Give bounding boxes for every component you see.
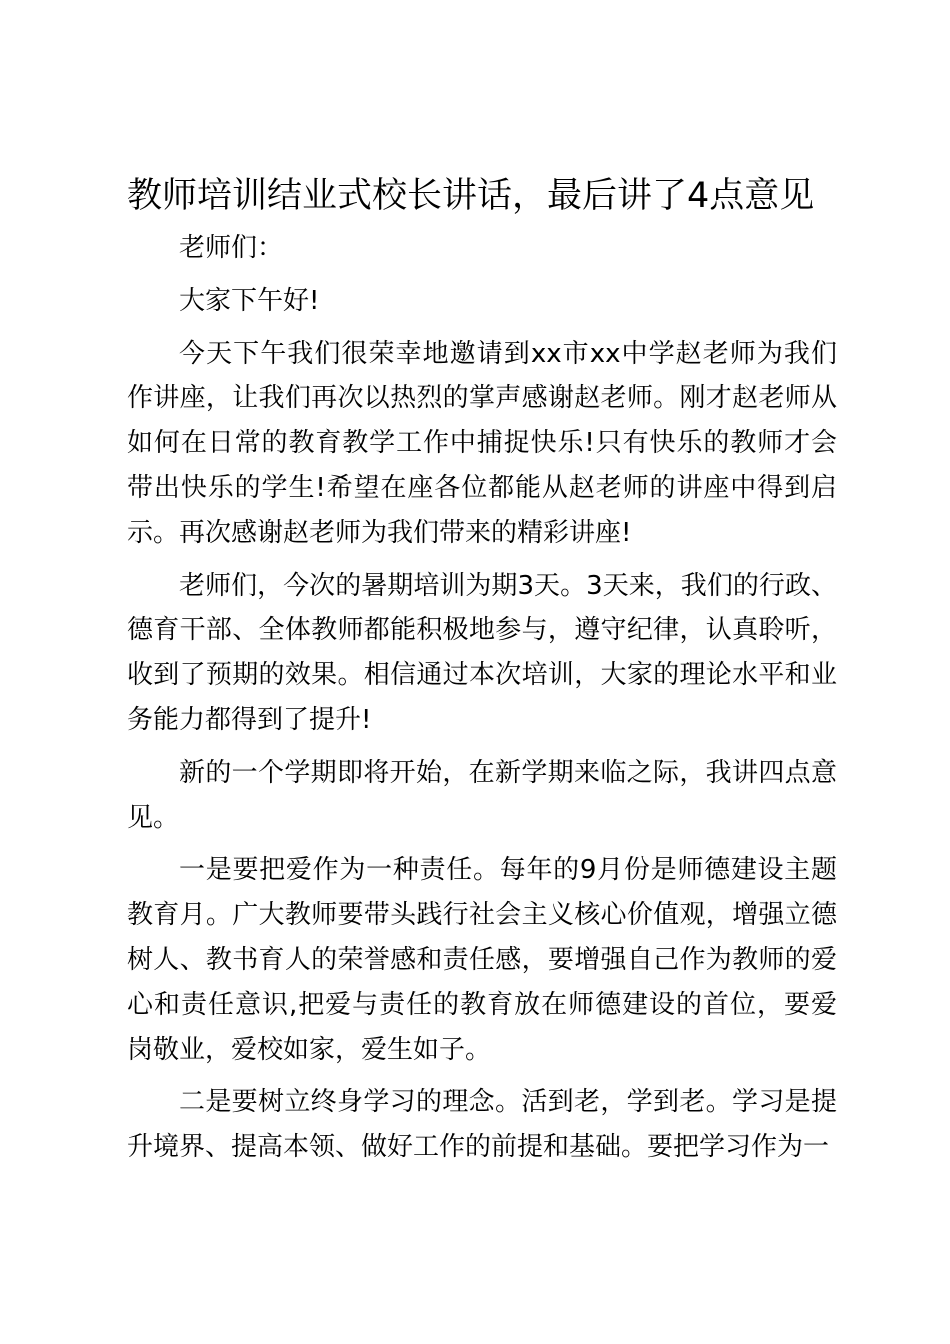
- paragraph-intro-opinions: 新的一个学期即将开始，在新学期来临之际，我讲四点意见。: [127, 757, 837, 833]
- document-body: [127, 226, 837, 1178]
- paragraph-opinion-two: 二是要树立终身学习的理念。活到老，学到老。学习是提升境界、提高本领、做好工作的前提和基础。要把学习作为一: [127, 1087, 837, 1163]
- paragraph-opinion-one: 一是要把爱作为一种责任。每年的9月份是师德建设主题教育月。广大教师要带头践行社会主义核心价值观，增强立德树人、教书育人的荣誉感和责任感，要增强自己作为教师的爱心和责任意识,把爱与责任的教育放在师德建设的首位，要爱岗敬业，爱校如家，爱生如子。: [127, 855, 837, 1065]
- paragraph-salutation: 大家下午好!: [179, 285, 320, 316]
- paragraph-thanks: 今天下午我们很荣幸地邀请到xx市xx中学赵老师为我们作讲座，让我们再次以热烈的掌声感谢赵老师。刚才赵老师从如何在日常的教育教学工作中捕捉快乐!只有快乐的教师才会带出快乐的学生!希望在座各位都能从赵老师的讲座中得到启示。再次感谢赵老师为我们带来的精彩讲座!: [127, 338, 837, 548]
- document-title: 教师培训结业式校长讲话，最后讲了4点意见: [127, 176, 815, 216]
- paragraph-training-summary: 老师们，今次的暑期培训为期3天。3天来，我们的行政、德育干部、全体教师都能积极地参与，遵守纪律，认真聆听，收到了预期的效果。相信通过本次培训，大家的理论水平和业务能力都得到了提升!: [127, 570, 837, 735]
- paragraph-greeting: 老师们：: [179, 233, 284, 263]
